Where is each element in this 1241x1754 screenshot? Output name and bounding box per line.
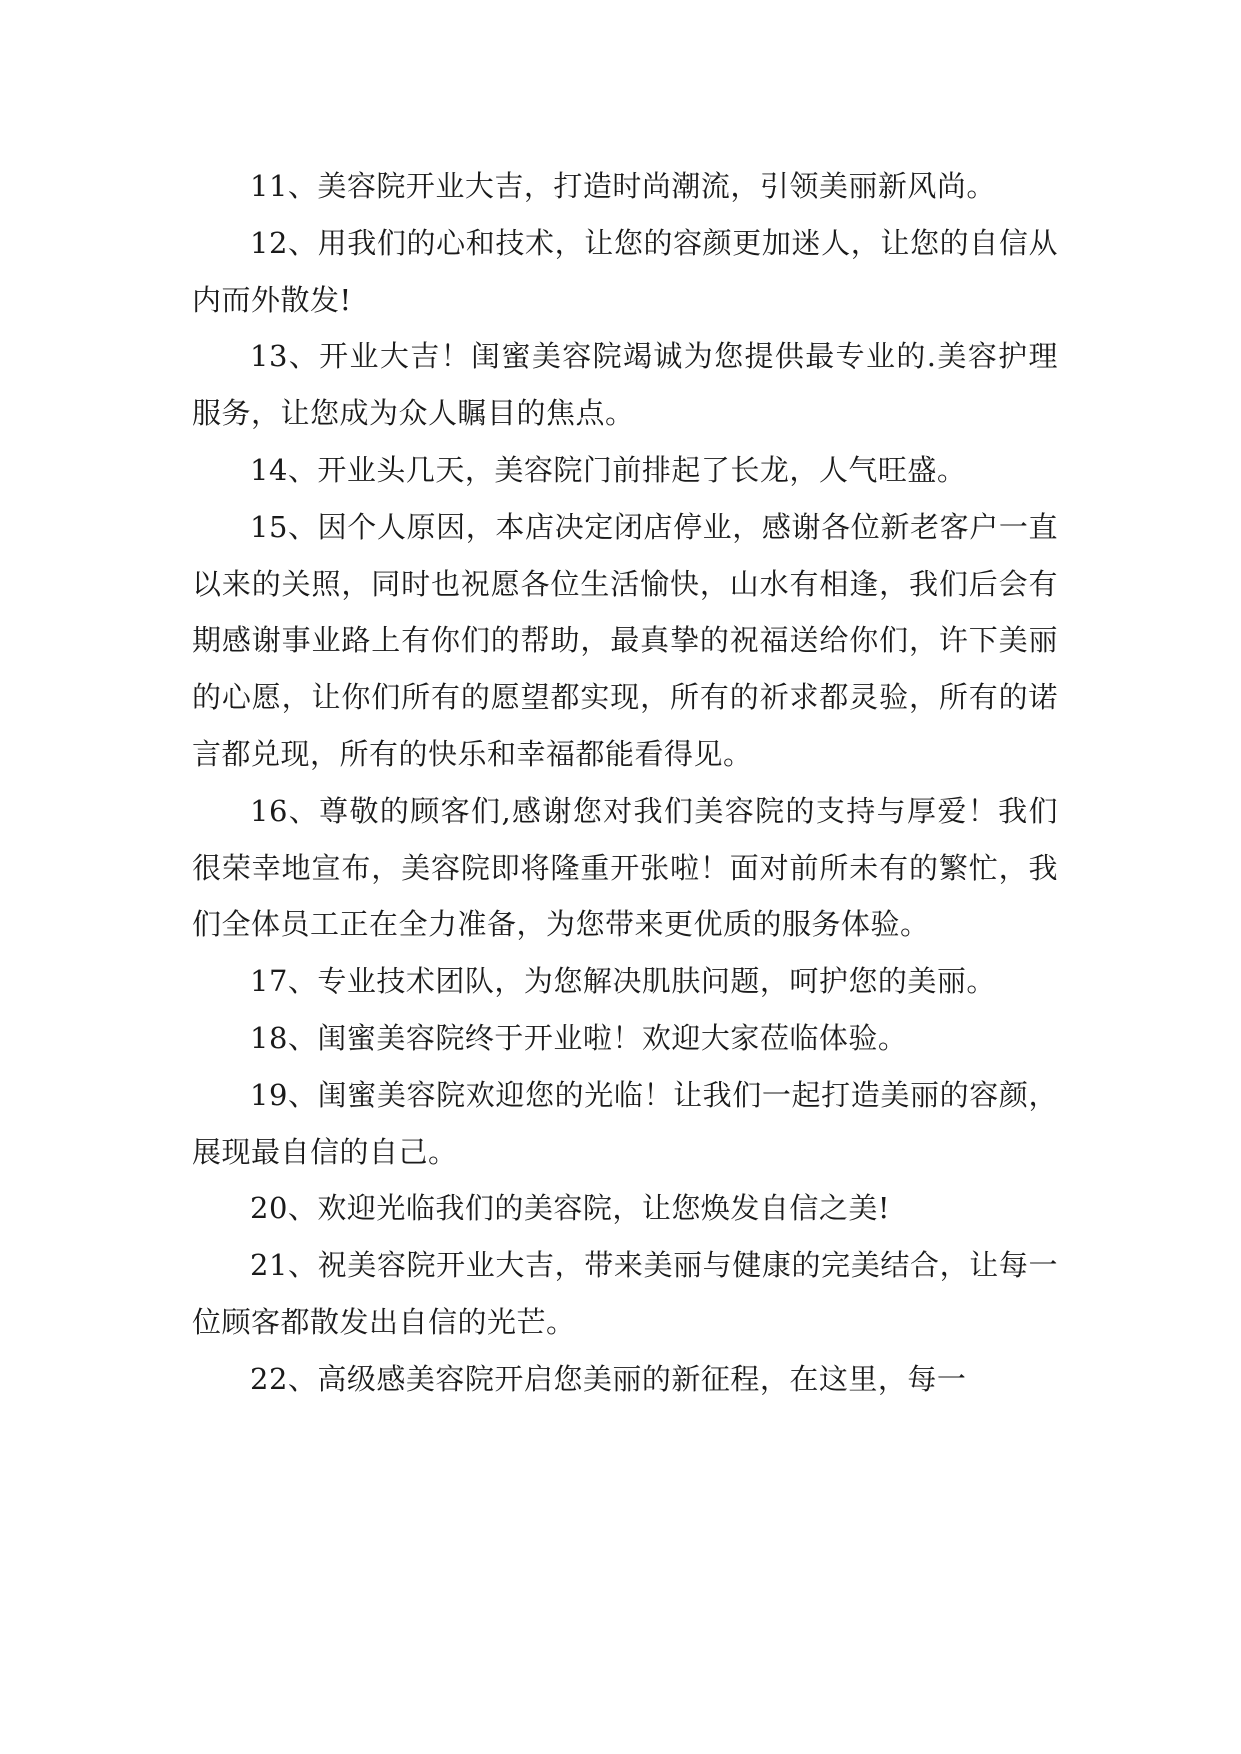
paragraph-17: 17、专业技术团队，为您解决肌肤问题，呵护您的美丽。 <box>250 964 996 999</box>
paragraph-16: 16、尊敬的顾客们,感谢您对我们美容院的支持与厚爱！我们很荣幸地宣布，美容院即将隆重开张啦！面对前所未有的繁忙，我们全体员工正在全力准备，为您带来更优质的服务体验。 <box>192 793 1058 942</box>
paragraph-18: 18、闺蜜美容院终于开业啦！欢迎大家莅临体验。 <box>250 1020 908 1055</box>
paragraph-20: 20、欢迎光临我们的美容院，让您焕发自信之美! <box>250 1191 891 1226</box>
paragraph-21: 21、祝美容院开业大吉，带来美丽与健康的完美结合，让每一位顾客都散发出自信的光芒。 <box>192 1248 1058 1339</box>
paragraph-22: 22、高级感美容院开启您美丽的新征程，在这里，每一 <box>250 1361 967 1396</box>
paragraph-11: 11、美容院开业大吉，打造时尚潮流，引领美丽新风尚。 <box>250 169 996 203</box>
paragraph-14: 14、开业头几天，美容院门前排起了长龙，人气旺盛。 <box>250 452 967 487</box>
paragraph-13: 13、开业大吉！闺蜜美容院竭诚为您提供最专业的.美容护理服务，让您成为众人瞩目的焦点。 <box>192 339 1058 431</box>
document-body <box>192 158 1058 1408</box>
paragraph-12: 12、用我们的心和技术，让您的容颜更加迷人，让您的自信从内而外散发! <box>192 225 1058 317</box>
paragraph-19: 19、闺蜜美容院欢迎您的光临！让我们一起打造美丽的容颜，展现最自信的自己。 <box>192 1077 1058 1169</box>
paragraph-15: 15、因个人原因，本店决定闭店停业，感谢各位新老客户一直以来的关照，同时也祝愿各位生活愉快，山水有相逢，我们后会有期感谢事业路上有你们的帮助，最真挚的祝福送给你们，许下美丽的心愿，让你们所有的愿望都实现，所有的祈求都灵验，所有的诺言都兑现，所有的快乐和幸福都能看得见。 <box>192 509 1058 771</box>
